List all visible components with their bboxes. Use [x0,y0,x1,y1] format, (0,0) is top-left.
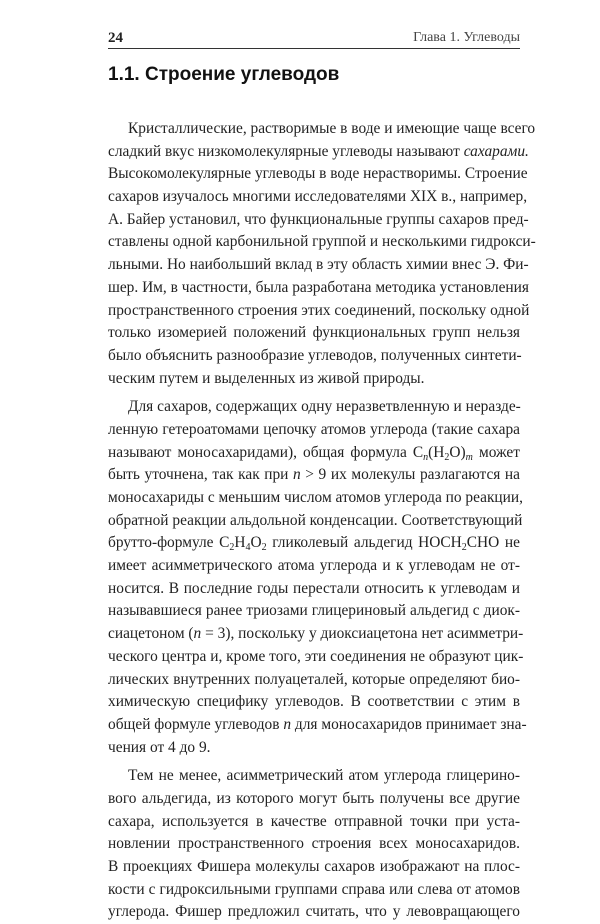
text-line: носится. В последние годы перестали относить к углеводам и [108,579,520,597]
paragraph-3 [108,765,520,924]
text-line: Высокомолекулярные углеводы в воде нерастворимы. Строение [108,165,528,183]
text-line: имеет асимметрического атома углерода и к углеводам не от- [108,557,520,575]
text-line: было объяснить разнообразие углеводов, полученных синтети- [108,346,522,364]
text-line: сахаров изучалось многими исследователями XIX в., например, [108,188,528,206]
text-line: А. Байер установил, что функциональные группы сахаров пред- [108,210,529,228]
text-line: В проекциях Фишера молекулы сахаров изображают на плос- [108,858,520,875]
paragraph-2 [108,396,527,759]
paragraph-1 [108,118,536,390]
text-line: только изомерией положений функциональных групп нельзя [108,324,520,342]
text-line: новлении пространственного строения всех моносахаридов. [108,835,520,853]
text-line: пространственного строения этих соединений, поскольку одной [108,301,530,319]
text-line: химическую специфику углеводов. В соответствии с этим в [108,693,520,711]
text-line: Тем не менее, асимметрический атом углерода глицерино- [128,767,520,785]
text-line: быть уточнена, так как при n > 9 их молекулы разлагаются на [108,466,520,484]
text-line: сахара, используется в качестве отправной точки при уста- [108,812,520,830]
text-line: сладкий вкус низкомолекулярные углеводы называют сахарами. [108,142,529,160]
text-line: шер. Им, в частности, была разработана методика установления [108,278,529,296]
text-line: ческим путем и выделенных из живой природы. [108,369,425,387]
body-text [108,118,536,924]
section-heading: 1.1. Строение углеводов [108,64,340,85]
text-line: называют моносахаридами), общая формула $C_n(H_2O)_m$ может [108,443,520,463]
text-line: ленную гетероатомами цепочку атомов углерода (такие сахара [108,420,520,438]
text-line: сиацетоном (n = 3), поскольку у диоксиацетона нет асимметри- [108,625,524,643]
text-line: льными. Но наибольший вклад в эту область химии внес Э. Фи- [108,256,529,274]
text-line: называвшиеся ранее триозами глицериновый альдегид с диок- [108,602,520,620]
text-line: обратной реакции альдольной конденсации. Соответствующий [108,511,523,529]
page-number: 24 [108,30,123,46]
text-line: ставлены одной карбонильной группой и несколькими гидрокси- [108,233,536,251]
text-line: вого альдегида, из которого могут быть получены все другие [108,789,520,807]
text-line: общей формуле углеводов n для моносахаридов принимает зна- [108,715,527,733]
text-line: брутто-формуле $C_2H_4O_2$ гликолевый альдегид $HOCH_2CHO$ не [108,534,520,554]
chapter-title: Глава 1. Углеводы [413,30,520,45]
text-line: лических внутренних полуацеталей, которые определяют био- [108,670,520,688]
text-line: кости с гидроксильными группами справа или слева от атомов [108,880,520,898]
text-line: моносахариды с меньшим числом атомов углерода по реакции, [108,489,523,506]
text-line: чения от 4 до 9. [108,738,211,756]
text-line: Для сахаров, содержащих одну неразветвленную и неразде- [128,398,521,416]
running-header [108,28,520,49]
text-line: Кристаллические, растворимые в воде и имеющие чаще всего [128,120,536,137]
text-line: ческого центра и, кроме того, эти соединения не образуют цик- [108,647,524,665]
text-line: углерода. Фишер предложил считать, что у левовращающего [108,903,520,921]
